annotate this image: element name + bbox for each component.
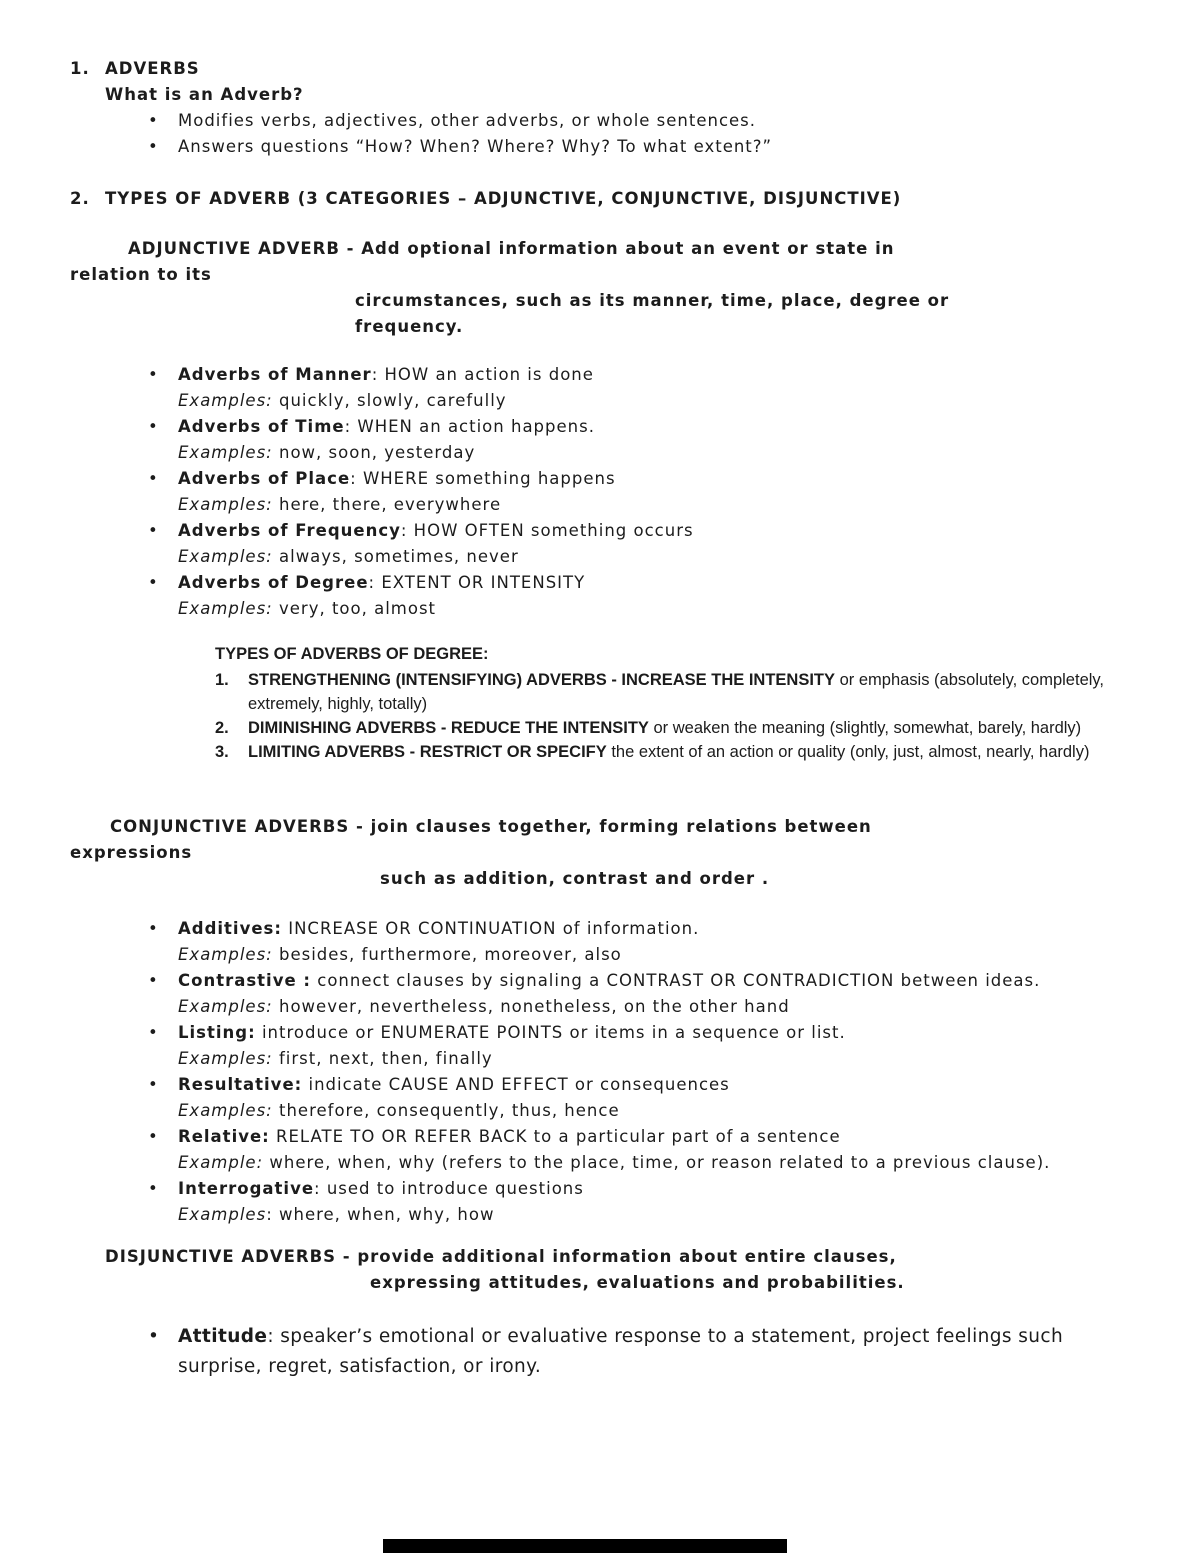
bullet-icon: • — [148, 469, 159, 488]
examples-label: Examples: — [178, 945, 273, 964]
list-item-text — [178, 1072, 1130, 1098]
degree-adverbs-section — [70, 642, 1130, 764]
examples-line — [70, 388, 1130, 414]
disjunctive-desc: : speaker’s emotional or evaluative response to a statement, project feelings such surprise, regret, satisfaction, or irony. — [178, 1326, 1064, 1377]
degree-desc: the extent of an action or quality (only, just, almost, nearly, hardly) — [606, 743, 1090, 761]
adverb-desc: : HOW OFTEN something occurs — [400, 521, 694, 540]
examples-label: Example: — [178, 1153, 264, 1172]
disjunctive-intro — [70, 1244, 1130, 1296]
examples-label: Examples: — [178, 599, 273, 618]
examples-text: first, next, then, finally — [272, 1049, 493, 1068]
list-item-text — [178, 1322, 1130, 1382]
bullet-icon: • — [148, 1179, 159, 1198]
examples-label: Examples — [178, 1205, 267, 1224]
examples-line — [70, 994, 1130, 1020]
item-text — [248, 716, 1130, 740]
list-item-text — [178, 570, 1130, 596]
what-is-adverb-heading: What is an Adverb? — [105, 85, 304, 104]
section-1-heading — [70, 56, 1130, 82]
conjunctive-term: Relative: — [178, 1127, 270, 1146]
adverb-desc: : HOW an action is done — [371, 365, 594, 384]
examples-line — [70, 1098, 1130, 1124]
adjunctive-intro-line: frequency. — [355, 317, 464, 336]
examples-label: Examples: — [178, 997, 273, 1016]
adjunctive-intro — [70, 236, 1130, 340]
list-item-text — [178, 1124, 1130, 1150]
examples-label: Examples: — [178, 1049, 273, 1068]
conjunctive-desc: : used to introduce questions — [314, 1179, 584, 1198]
list-item-relative — [70, 1124, 1130, 1150]
degree-desc: or emphasis (absolutely, completely, extremely, highly, totally) — [248, 671, 1105, 713]
conjunctive-desc: INCREASE OR CONTINUATION of information. — [281, 919, 700, 938]
conjunctive-term: Interrogative — [178, 1179, 315, 1198]
examples-text: always, sometimes, never — [272, 547, 519, 566]
disjunctive-intro-line: expressing attitudes, evaluations and probabilities. — [370, 1273, 905, 1292]
examples-line — [70, 596, 1130, 622]
item-text — [248, 668, 1130, 716]
adverb-definition-text: Modifies verbs, adjectives, other adverbs, or whole sentences. — [178, 111, 757, 130]
examples-line — [70, 492, 1130, 518]
item-number: 1. — [215, 671, 229, 689]
examples-text: where, when, why (refers to the place, time, or reason related to a previous clause). — [263, 1153, 1051, 1172]
examples-label: Examples: — [178, 495, 273, 514]
conjunctive-desc: connect clauses by signaling a CONTRAST OR CONTRADICTION between ideas. — [311, 971, 1041, 990]
section-2-title: TYPES OF ADVERB (3 CATEGORIES – ADJUNCTIVE, CONJUNCTIVE, DISJUNCTIVE) — [105, 189, 902, 208]
examples-text: however, nevertheless, nonetheless, on the other hand — [272, 997, 790, 1016]
examples-line — [70, 1046, 1130, 1072]
list-item-text — [178, 916, 1130, 942]
list-item-attitude — [70, 1322, 1130, 1382]
adjunctive-adverbs-list — [70, 362, 1130, 622]
bullet-icon: • — [148, 1075, 159, 1094]
list-item-text — [178, 466, 1130, 492]
conjunctive-term: Resultative: — [178, 1075, 303, 1094]
adverb-desc: : WHEN an action happens. — [344, 417, 595, 436]
examples-label: Examples: — [178, 443, 273, 462]
list-item-text — [178, 414, 1130, 440]
degree-desc: or weaken the meaning (slightly, somewhat, barely, hardly) — [648, 719, 1082, 737]
degree-section-heading: TYPES OF ADVERBS OF DEGREE: — [215, 645, 489, 663]
degree-term: DIMINISHING ADVERBS - REDUCE THE INTENSITY — [248, 719, 649, 737]
adjunctive-intro-line: relation to its — [70, 265, 212, 284]
examples-line — [70, 942, 1130, 968]
examples-text: : where, when, why, how — [266, 1205, 495, 1224]
list-item-text — [178, 518, 1130, 544]
list-item-text — [178, 362, 1130, 388]
list-item-adverbs-of-degree — [70, 570, 1130, 596]
list-item-text — [178, 1020, 1130, 1046]
section-1-title: ADVERBS — [105, 59, 200, 78]
examples-line — [70, 440, 1130, 466]
examples-label: Examples: — [178, 547, 273, 566]
list-item-adverbs-of-time — [70, 414, 1130, 440]
degree-item-diminishing — [70, 716, 1130, 740]
list-item-additives — [70, 916, 1130, 942]
adjunctive-intro-line: ADJUNCTIVE ADVERB - Add optional information about an event or state in — [128, 239, 895, 258]
examples-line — [70, 1150, 1130, 1176]
examples-line — [70, 1202, 1130, 1228]
bullet-icon: • — [148, 111, 159, 130]
bullet-icon: • — [148, 417, 159, 436]
list-item — [70, 108, 1130, 134]
list-item-adverbs-of-place — [70, 466, 1130, 492]
disjunctive-intro-line: DISJUNCTIVE ADVERBS - provide additional information about entire clauses, — [105, 1247, 897, 1266]
list-item-resultative — [70, 1072, 1130, 1098]
conjunctive-desc: RELATE TO OR REFER BACK to a particular part of a sentence — [269, 1127, 841, 1146]
examples-text: besides, furthermore, moreover, also — [272, 945, 622, 964]
list-item — [70, 134, 1130, 160]
conjunctive-intro-line: expressions — [70, 843, 193, 862]
adverb-desc: : WHERE something happens — [350, 469, 616, 488]
bottom-black-bar — [383, 1539, 787, 1553]
adverb-term: Adverbs of Time — [178, 417, 345, 436]
adverb-term: Adverbs of Place — [178, 469, 351, 488]
list-item-text — [178, 1176, 1130, 1202]
item-number: 3. — [215, 743, 229, 761]
degree-term: STRENGTHENING (INTENSIFYING) ADVERBS - INCREASE THE INTENSITY — [248, 671, 836, 689]
degree-item-limiting — [70, 740, 1130, 764]
item-text — [248, 740, 1130, 764]
list-item-text — [178, 968, 1130, 994]
degree-term: LIMITING ADVERBS - RESTRICT OR SPECIFY — [248, 743, 607, 761]
bullet-icon: • — [148, 521, 159, 540]
list-item-adverbs-of-frequency — [70, 518, 1130, 544]
bullet-icon: • — [148, 137, 159, 156]
list-item-listing — [70, 1020, 1130, 1046]
conjunctive-desc: indicate CAUSE AND EFFECT or consequences — [302, 1075, 730, 1094]
list-item-interrogative — [70, 1176, 1130, 1202]
list-item-adverbs-of-manner — [70, 362, 1130, 388]
conjunctive-adverbs-list — [70, 916, 1130, 1228]
item-number: 2. — [215, 719, 229, 737]
bullet-icon: • — [148, 573, 159, 592]
degree-item-strengthening — [70, 668, 1130, 716]
adverb-term: Adverbs of Frequency — [178, 521, 401, 540]
bullet-icon: • — [148, 1127, 159, 1146]
examples-label: Examples: — [178, 1101, 273, 1120]
examples-text: quickly, slowly, carefully — [272, 391, 507, 410]
conjunctive-term: Additives: — [178, 919, 282, 938]
examples-text: now, soon, yesterday — [272, 443, 476, 462]
section-2-heading — [70, 186, 1130, 212]
examples-text: here, there, everywhere — [272, 495, 502, 514]
conjunctive-desc: introduce or ENUMERATE POINTS or items in a sequence or list. — [255, 1023, 846, 1042]
examples-text: therefore, consequently, thus, hence — [272, 1101, 620, 1120]
bullet-icon: • — [148, 919, 159, 938]
section-1-number: 1. — [70, 59, 90, 78]
adverb-questions-text: Answers questions “How? When? Where? Why? To what extent?” — [178, 137, 773, 156]
bullet-icon: • — [148, 971, 159, 990]
conjunctive-term: Listing: — [178, 1023, 256, 1042]
disjunctive-term: Attitude — [178, 1326, 268, 1347]
adjunctive-intro-line: circumstances, such as its manner, time, place, degree or — [355, 291, 950, 310]
conjunctive-intro-line: such as addition, contrast and order . — [380, 869, 770, 888]
bullet-icon: • — [148, 1326, 160, 1347]
list-item-contrastive — [70, 968, 1130, 994]
adverb-term: Adverbs of Degree — [178, 573, 369, 592]
section-2-number: 2. — [70, 189, 90, 208]
conjunctive-term: Contrastive : — [178, 971, 312, 990]
conjunctive-intro-line: CONJUNCTIVE ADVERBS - join clauses together, forming relations between — [110, 817, 872, 836]
bullet-icon: • — [148, 1023, 159, 1042]
examples-text: very, too, almost — [272, 599, 437, 618]
examples-line — [70, 544, 1130, 570]
adverb-term: Adverbs of Manner — [178, 365, 372, 384]
adverb-desc: : EXTENT OR INTENSITY — [368, 573, 586, 592]
examples-label: Examples: — [178, 391, 273, 410]
conjunctive-intro — [70, 814, 1130, 892]
bullet-icon: • — [148, 365, 159, 384]
